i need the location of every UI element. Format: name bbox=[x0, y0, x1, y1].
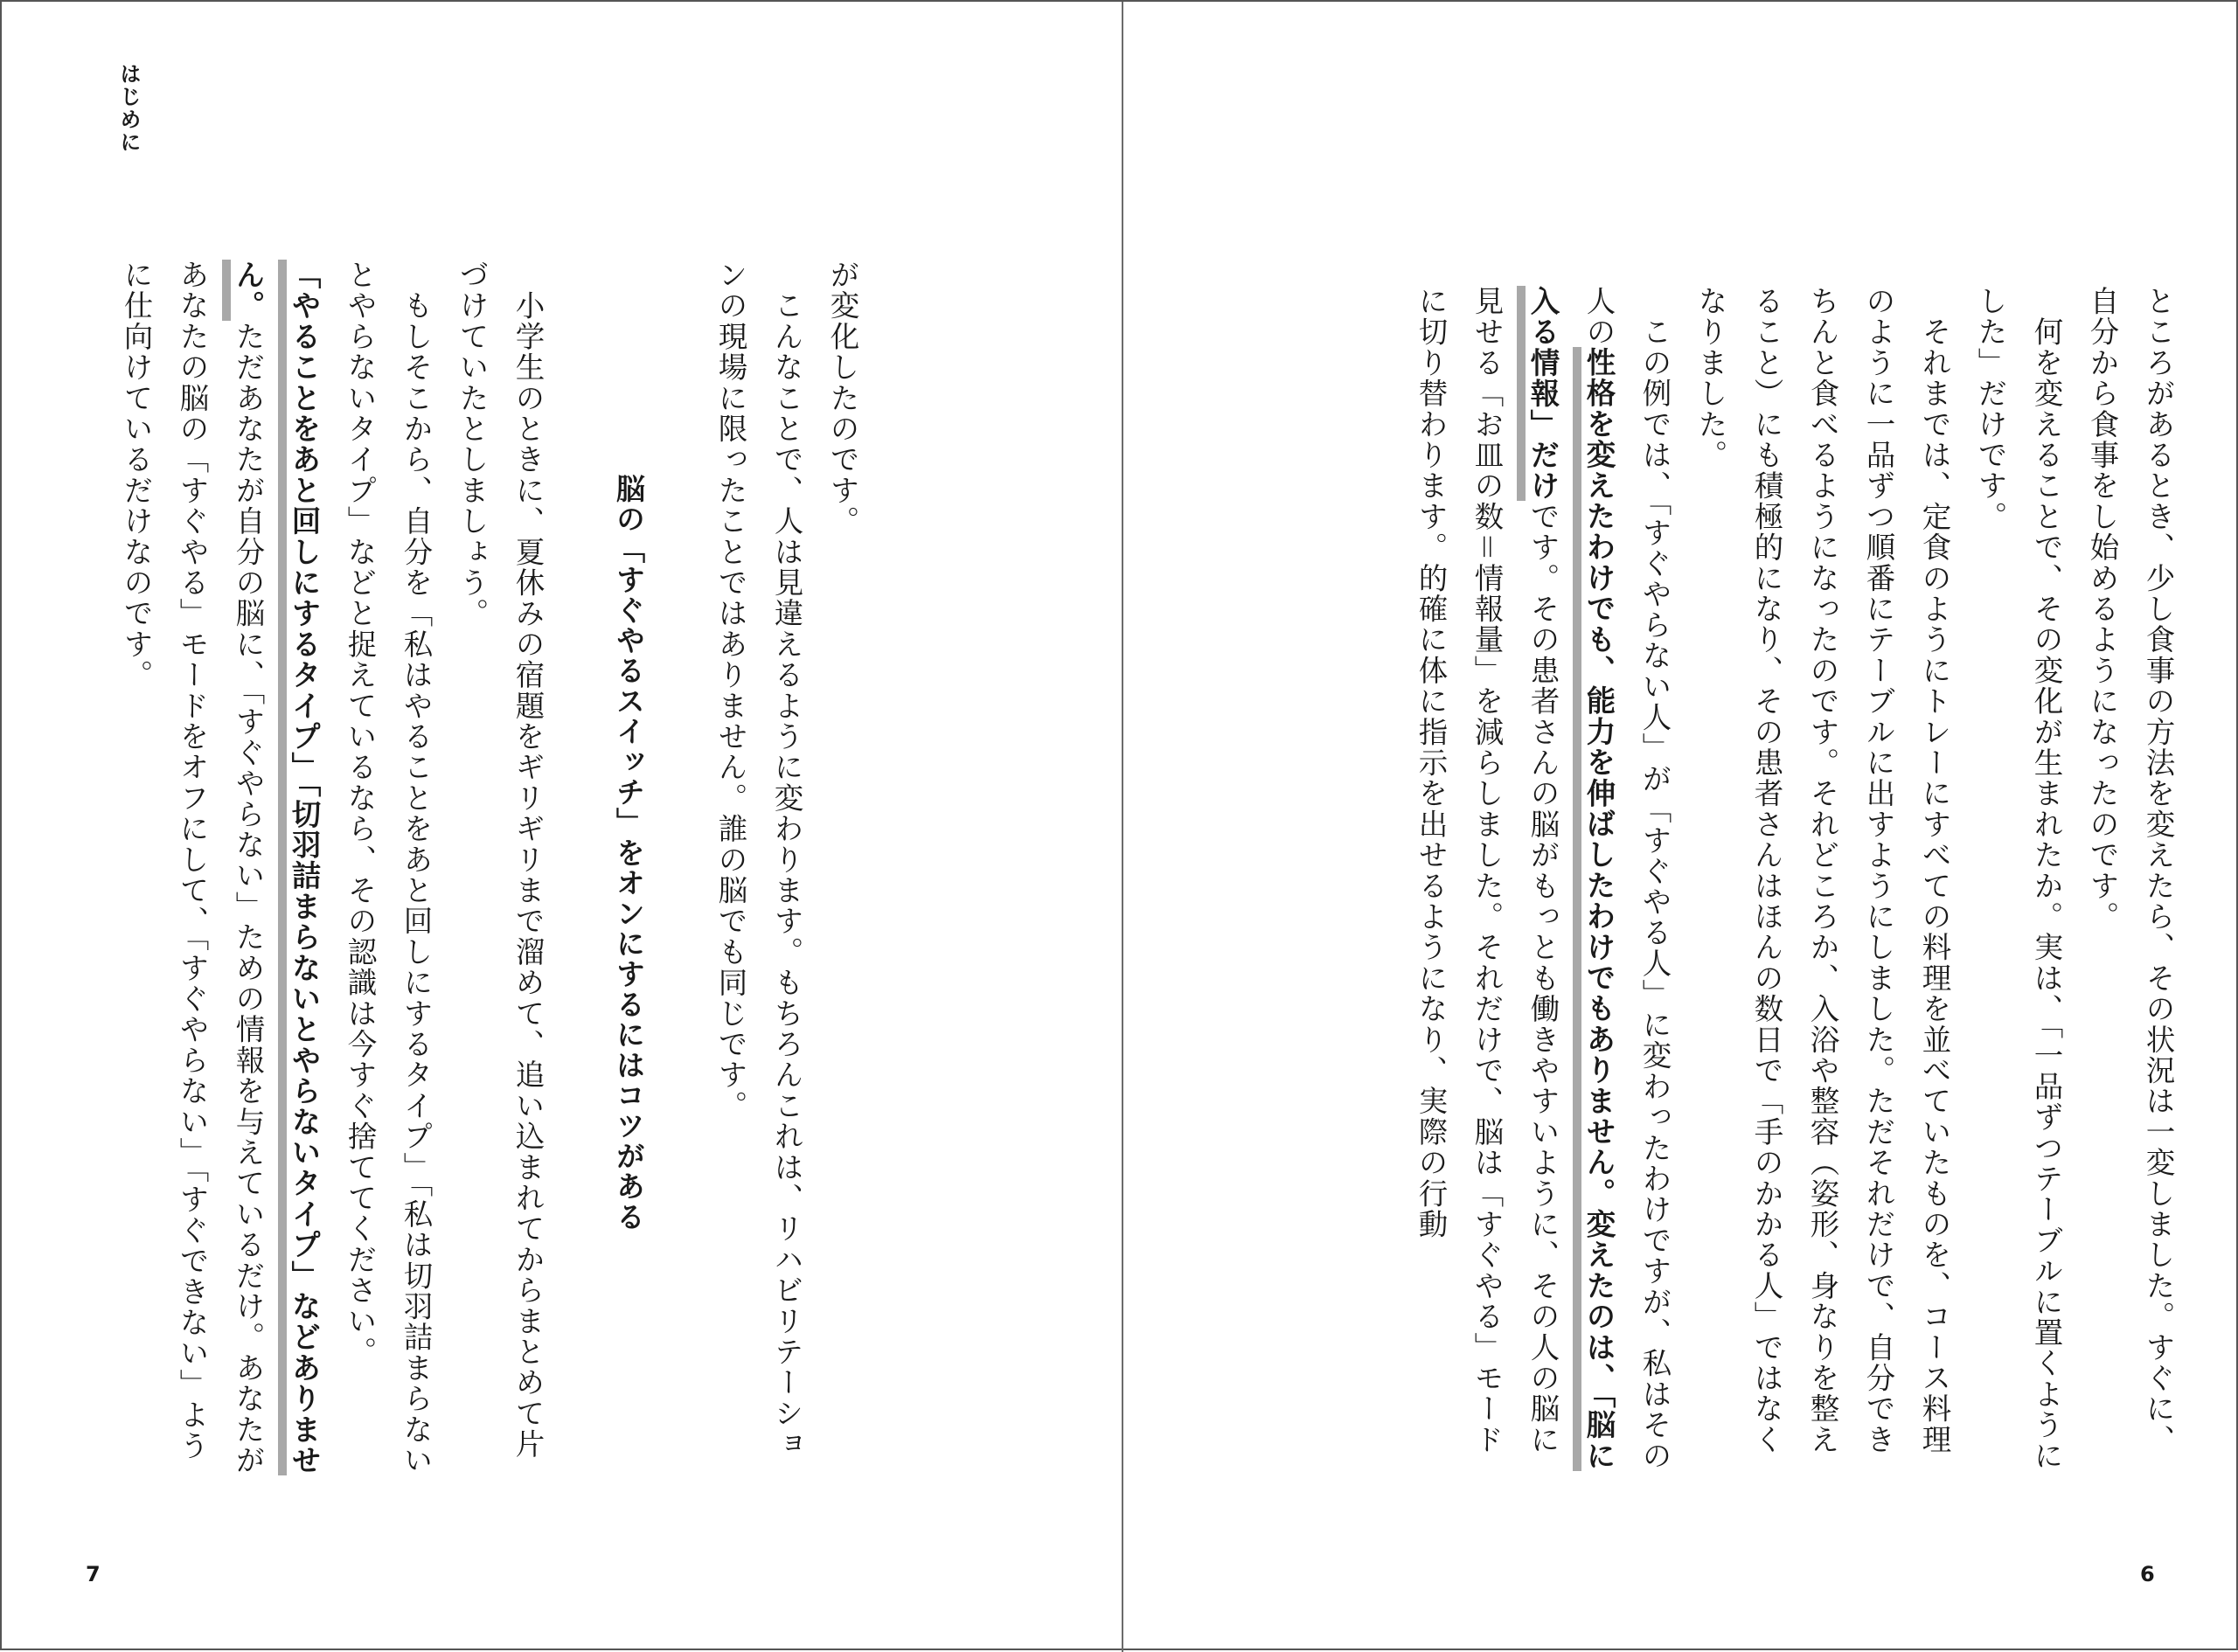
right-page-text bbox=[1402, 286, 2186, 1479]
highlighted-text: 性格を変えたわけでも、能力を伸ばしたわけでもありません。 bbox=[1573, 347, 1616, 1209]
paragraph: 小学生のときに、夏休みの宿題をギリギリまで溜めて、追い込まれてからまとめて片づけていたとしましょう。 bbox=[455, 260, 545, 1460]
running-head: はじめに bbox=[116, 63, 141, 154]
paragraph: ところがあるとき、少し食事の方法を変えたら、その状況は一変しました。すぐに、自分から食事をし始めるようになったのです。 bbox=[2085, 286, 2175, 1455]
highlighted-text: 変えたのは、「脳に入る情報」だけ bbox=[1517, 286, 1616, 1471]
paragraph: もしそこから、自分を「私はやることをあと回しにするタイプ」「私は切羽詰まらないとやらないタイプ」などと捉えているなら、その認識は今すぐ捨ててください。 bbox=[343, 260, 433, 1476]
right-page bbox=[1123, 2, 2238, 1652]
page-number-left: 7 bbox=[86, 1562, 101, 1586]
paragraph: が変化したのです。 bbox=[825, 260, 859, 537]
highlighted-text: 「やることをあと回しにするタイプ」「切羽詰まらないとやらないタイプ」などありません。 bbox=[222, 260, 321, 1475]
paragraph: こんなことで、人は見違えるように変わります。もちろんこれは、リハビリテーションの現場に限ったことではありません。誰の脳でも同じです。 bbox=[713, 260, 803, 1460]
paragraph: 「やることをあと回しにするタイプ」「切羽詰まらないとやらないタイプ」などありません。ただあなたが自分の脳に、「すぐやらない」ための情報を与えているだけ。あなたがあなたの脳の「すぐやる」モードをオフにして、「すぐやらない」「すぐできない」ように仕向けているだけなのです。 bbox=[119, 260, 321, 1476]
section-heading: 脳の「すぐやるスイッチ」をオンにするにはコツがある bbox=[612, 474, 646, 1232]
left-page-text-upper bbox=[108, 260, 870, 1479]
paragraph: それまでは、定食のようにトレーにすべての料理を並べていたものを、コース料理のように一品ずつ順番にテーブルに出すようにしました。ただそれだけで、自分できちんと食べるようになったのです。それどころか、入浴や整容（姿形、身なりを整えること）にも積極的になり、その患者さんはほんの数日で「手のかかる人」ではなくなりました。 bbox=[1693, 286, 1951, 1455]
left-page bbox=[2, 2, 1122, 1652]
paragraph: 何を変えることで、その変化が生まれたか。実は、「一品ずつテーブルに置くようにした」だけです。 bbox=[1973, 286, 2063, 1472]
paragraph: この例では、「すぐやらない人」が「すぐやる人」に変わったわけですが、私はその人の性格を変えたわけでも、能力を伸ばしたわけでもありません。変えたのは、「脳に入る情報」だけです。その患者さんの脳がもっとも働きやすいように、その人の脳に見せる「お皿の数＝情報量」を減らしました。それだけで、脳は「すぐやる」モードに切り替わります。的確に体に指示を出せるようになり、実際の行動 bbox=[1414, 286, 1672, 1472]
page-number-right: 6 bbox=[2140, 1562, 2155, 1586]
